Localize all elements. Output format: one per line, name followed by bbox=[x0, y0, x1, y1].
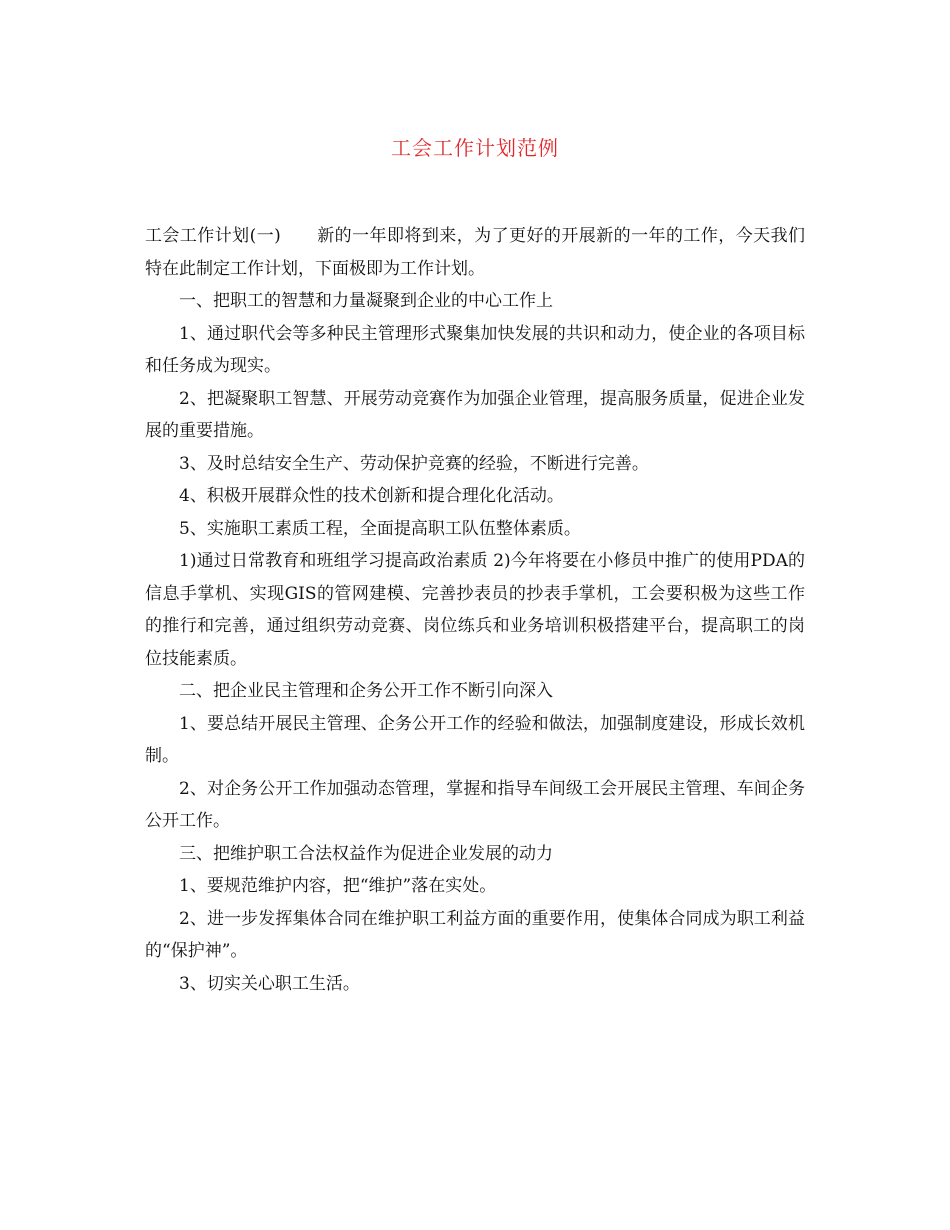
paragraph: 4、积极开展群众性的技术创新和提合理化化活动。 bbox=[179, 486, 564, 506]
intro-heading: 工会工作计划(一) bbox=[145, 226, 281, 246]
intro-paragraph bbox=[145, 220, 805, 285]
paragraph: 1)通过日常教育和班组学习提高政治素质 2)今年将要在小修员中推广的使用PDA的信息手掌机、实现GIS的管网建模、完善抄表员的抄表手掌机，工会要积极为这些工作的推行和完善，通过组织劳动竞赛、岗位练兵和业务培训积极搭建平台，提高职工的岗位技能素质。 bbox=[145, 551, 805, 669]
paragraph: 5、实施职工素质工程，全面提高职工队伍整体素质。 bbox=[179, 518, 581, 539]
intro-text: 新的一年即将到来，为了更好的开展新的一年的工作，今天我们特在此制定工作计划，下面极即为工作计划。 bbox=[145, 226, 806, 279]
section-heading-1: 一、把职工的智慧和力量凝聚到企业的中心工作上 bbox=[179, 291, 553, 311]
paragraph: 2、把凝聚职工智慧、开展劳动竞赛作为加强企业管理，提高服务质量，促进企业发展的重要措施。 bbox=[145, 388, 805, 441]
paragraph: 1、要规范维护内容，把“维护”落在实处。 bbox=[179, 876, 497, 896]
section-heading-3: 三、把维护职工合法权益作为促进企业发展的动力 bbox=[179, 843, 553, 864]
section-heading-2: 二、把企业民主管理和企务公开工作不断引向深入 bbox=[179, 681, 553, 701]
paragraph: 1、通过职代会等多种民主管理形式聚集加快发展的共识和动力，使企业的各项目标和任务成为现实。 bbox=[145, 323, 805, 376]
document-body bbox=[145, 220, 805, 1000]
document-title: 工会工作计划范例 bbox=[391, 136, 559, 160]
paragraph: 1、要总结开展民主管理、企务公开工作的经验和做法，加强制度建设，形成长效机制。 bbox=[145, 713, 805, 766]
paragraph: 2、对企务公开工作加强动态管理，掌握和指导车间级工会开展民主管理、车间企务公开工作。 bbox=[145, 778, 805, 831]
paragraph: 3、及时总结安全生产、劳动保护竞赛的经验，不断进行完善。 bbox=[179, 453, 649, 474]
paragraph: 2、进一步发挥集体合同在维护职工利益方面的重要作用，使集体合同成为职工利益的“保护神”。 bbox=[145, 908, 805, 961]
paragraph: 3、切实关心职工生活。 bbox=[179, 973, 360, 994]
